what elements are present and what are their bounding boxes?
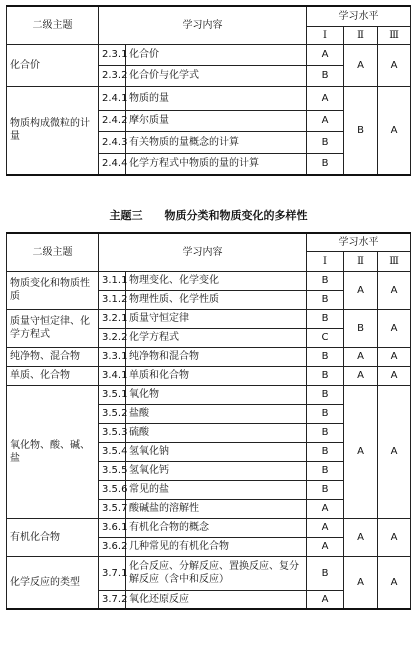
level-1-cell: A (307, 86, 344, 110)
header-level-l2: Ⅱ (344, 26, 378, 44)
table-topic-three (6, 232, 411, 610)
topic-cell: 化合价 (7, 44, 99, 86)
level-2-cell: A (344, 366, 378, 385)
header-level-l1: Ⅰ (307, 26, 344, 44)
section-title: 主题三 物质分类和物质变化的多样性 (109, 209, 308, 222)
content-cell: 常见的盐 (126, 480, 307, 499)
topic-cell: 纯净物、混合物 (7, 347, 99, 366)
level-3-cell: A (378, 518, 411, 556)
content-cell: 氢氧化钠 (126, 442, 307, 461)
level-2-cell: A (344, 385, 378, 518)
table-row (7, 44, 411, 65)
topic-cell: 化学反应的类型 (7, 556, 99, 609)
level-1-cell: B (307, 309, 344, 328)
level-3-cell: A (378, 86, 411, 175)
content-cell: 氧化物 (126, 385, 307, 404)
code-cell: 3.5.1 (99, 385, 126, 404)
content-cell: 氧化还原反应 (126, 590, 307, 609)
level-2-cell: A (344, 44, 378, 86)
content-cell: 化合价与化学式 (126, 65, 307, 86)
code-cell: 3.5.3 (99, 423, 126, 442)
level-2-cell: B (344, 86, 378, 175)
header-topic: 二级主题 (7, 233, 99, 271)
header-level-l3: Ⅲ (378, 26, 411, 44)
content-cell: 物质的量 (126, 86, 307, 110)
content-cell: 摩尔质量 (126, 110, 307, 131)
level-1-cell: B (307, 385, 344, 404)
code-cell: 3.3.1 (99, 347, 126, 366)
header-level: 学习水平 (307, 233, 411, 251)
code-cell: 3.5.6 (99, 480, 126, 499)
level-3-cell: A (378, 271, 411, 309)
content-cell: 硫酸 (126, 423, 307, 442)
level-1-cell: B (307, 347, 344, 366)
code-cell: 2.3.2 (99, 65, 126, 86)
content-cell: 纯净物和混合物 (126, 347, 307, 366)
level-1-cell: B (307, 153, 344, 175)
level-1-cell: A (307, 537, 344, 556)
header-level: 学习水平 (307, 6, 411, 26)
level-2-cell: A (344, 347, 378, 366)
code-cell: 3.4.1 (99, 366, 126, 385)
topic-cell: 物质构成微粒的计量 (7, 86, 99, 175)
level-2-cell: A (344, 518, 378, 556)
content-cell: 物理性质、化学性质 (126, 290, 307, 309)
header-row (7, 233, 411, 251)
level-2-cell: A (344, 271, 378, 309)
table-row (7, 347, 411, 366)
table-row (7, 518, 411, 537)
level-1-cell: A (307, 499, 344, 518)
header-level-l2: Ⅱ (344, 251, 378, 271)
level-1-cell: B (307, 404, 344, 423)
level-1-cell: A (307, 590, 344, 609)
table-row (7, 271, 411, 290)
topic-cell: 质量守恒定律、化学方程式 (7, 309, 99, 347)
content-cell: 氢氧化钙 (126, 461, 307, 480)
code-cell: 2.4.3 (99, 131, 126, 153)
level-1-cell: B (307, 366, 344, 385)
topic-cell: 有机化合物 (7, 518, 99, 556)
content-cell: 质量守恒定律 (126, 309, 307, 328)
code-cell: 3.5.7 (99, 499, 126, 518)
code-cell: 3.6.2 (99, 537, 126, 556)
level-3-cell: A (378, 347, 411, 366)
level-1-cell: B (307, 65, 344, 86)
topic-cell: 氧化物、酸、碱、盐 (7, 385, 99, 518)
content-cell: 单质和化合物 (126, 366, 307, 385)
table-row (7, 309, 411, 328)
content-cell: 物理变化、化学变化 (126, 271, 307, 290)
content-cell: 有机化合物的概念 (126, 518, 307, 537)
table-row (7, 366, 411, 385)
level-3-cell: A (378, 385, 411, 518)
level-3-cell: A (378, 44, 411, 86)
code-cell: 3.7.1 (99, 556, 126, 590)
code-cell: 2.4.4 (99, 153, 126, 175)
level-1-cell: A (307, 518, 344, 537)
level-1-cell: A (307, 110, 344, 131)
level-1-cell: B (307, 423, 344, 442)
level-1-cell: B (307, 290, 344, 309)
code-cell: 3.5.4 (99, 442, 126, 461)
level-3-cell: A (378, 309, 411, 347)
content-cell: 化学方程式中物质的量的计算 (126, 153, 307, 175)
table-row (7, 556, 411, 590)
level-3-cell: A (378, 366, 411, 385)
code-cell: 3.6.1 (99, 518, 126, 537)
level-3-cell: A (378, 556, 411, 609)
level-1-cell: B (307, 271, 344, 290)
topic-cell: 单质、化合物 (7, 366, 99, 385)
level-1-cell: A (307, 44, 344, 65)
content-cell: 化学方程式 (126, 328, 307, 347)
content-cell: 酸碱盐的溶解性 (126, 499, 307, 518)
level-2-cell: A (344, 556, 378, 609)
content-cell: 化合反应、分解反应、置换反应、复分解反应（含中和反应） (126, 556, 307, 590)
content-cell: 化合价 (126, 44, 307, 65)
code-cell: 3.2.1 (99, 309, 126, 328)
code-cell: 3.2.2 (99, 328, 126, 347)
code-cell: 2.3.1 (99, 44, 126, 65)
code-cell: 3.5.5 (99, 461, 126, 480)
table-row (7, 385, 411, 404)
content-cell: 几种常见的有机化合物 (126, 537, 307, 556)
code-cell: 2.4.1 (99, 86, 126, 110)
level-1-cell: C (307, 328, 344, 347)
level-1-cell: B (307, 442, 344, 461)
header-content: 学习内容 (99, 233, 307, 271)
code-cell: 3.7.2 (99, 590, 126, 609)
level-2-cell: B (344, 309, 378, 347)
table-row (7, 86, 411, 110)
code-cell: 3.5.2 (99, 404, 126, 423)
header-topic: 二级主题 (7, 6, 99, 44)
code-cell: 3.1.1 (99, 271, 126, 290)
content-cell: 有关物质的量概念的计算 (126, 131, 307, 153)
level-1-cell: B (307, 131, 344, 153)
level-1-cell: B (307, 461, 344, 480)
level-1-cell: B (307, 480, 344, 499)
header-row (7, 6, 411, 26)
header-level-l3: Ⅲ (378, 251, 411, 271)
header-content: 学习内容 (99, 6, 307, 44)
code-cell: 2.4.2 (99, 110, 126, 131)
content-cell: 盐酸 (126, 404, 307, 423)
header-level-l1: Ⅰ (307, 251, 344, 271)
code-cell: 3.1.2 (99, 290, 126, 309)
topic-cell: 物质变化和物质性质 (7, 271, 99, 309)
level-1-cell: B (307, 556, 344, 590)
table-topic-two (6, 5, 411, 176)
